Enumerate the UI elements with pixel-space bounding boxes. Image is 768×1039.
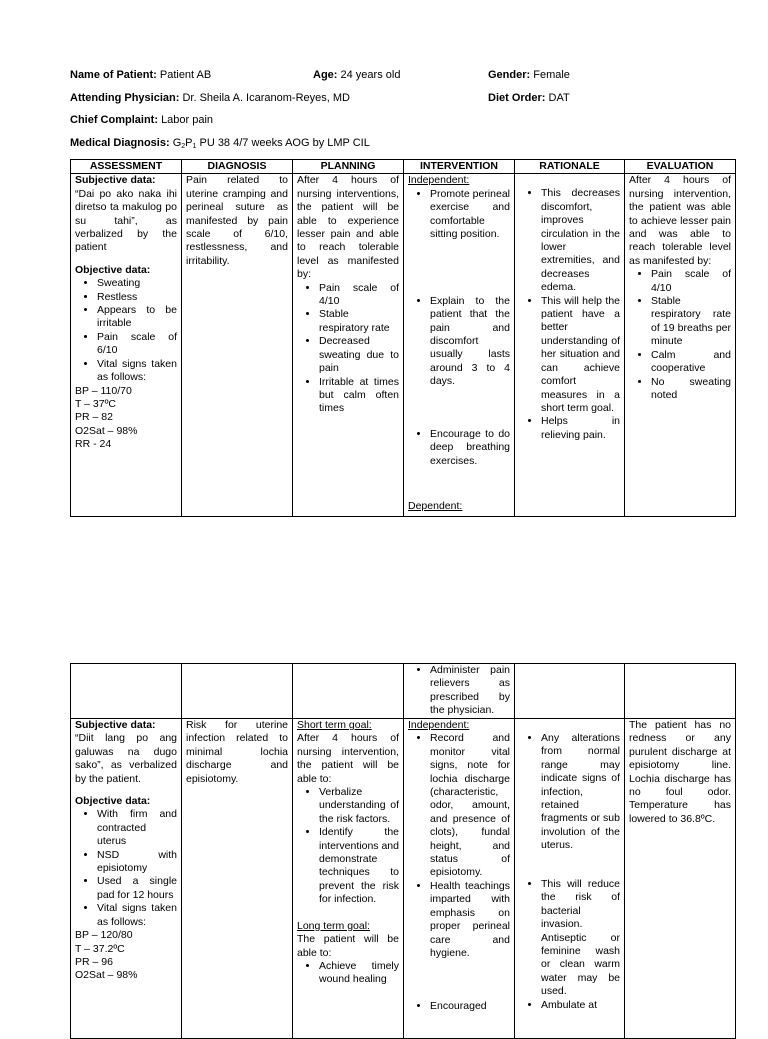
list-item: • Achieve timely wound healing: [319, 960, 399, 987]
planning-cell: Short term goal: After 4 hours of nursing intervention, the patient will be able to: • Verbalize understanding of the risk factors. • Identify the interventions and demonstrate techniques to prevent the risk for infection. Long term goal: The patient will be able to: • Achieve timely wound healing: [293, 719, 404, 1039]
physician-line: Attending Physician: Dr. Sheila A. Icaranom-Reyes, MD: [70, 92, 350, 104]
medical-diagnosis-line: Medical Diagnosis: $G_2P_1$ PU 38 4/7 weeks AOG by LMP CIL: [70, 137, 370, 150]
list-item: • Any alterations from normal range may indicate signs of infection, retained fragments or sub involution of the uterus.: [541, 732, 620, 878]
list-item: • NSD with episiotomy: [97, 849, 177, 876]
intervention-list: [408, 732, 510, 1013]
diet-line: Diet Order: DAT: [488, 92, 570, 104]
assessment-cell: Subjective data: “Dai po ako naka ihi diretso ta makulog po su tahi”, as verbalized by the patient Objective data: • Sweating • Restless • Appears to be irritable • Pain scale of 6/10 • Vital signs taken as follows: BP – 110/70 T – 37ºC PR – 82 O2Sat – 98% RR - 24: [71, 174, 182, 517]
list-item: • Decreased sweating due to pain: [319, 335, 399, 375]
table-row: [71, 174, 736, 517]
vital-o2sat: O2Sat – 98%: [75, 969, 138, 982]
list-item: • This will help the patient have a better understanding of her situation and can achieve comfort measures in a short term goal.: [541, 295, 620, 416]
medical-diagnosis: $G_2P_1$ PU 38 4/7 weeks AOG by LMP CIL: [172, 137, 370, 150]
vital-bp: BP – 120/80: [75, 929, 133, 942]
vital-o2sat: O2Sat – 98%: [75, 424, 138, 437]
list-item: • Stable respiratory rate of 19 breaths per minute: [651, 295, 731, 349]
patient-name: Patient AB: [159, 69, 212, 81]
gender-line: Gender: Female: [488, 69, 570, 81]
list-item: • Irritable at times but calm often times: [319, 376, 399, 416]
list-item: • Restless: [97, 291, 177, 304]
list-item: • Appears to be irritable: [97, 304, 177, 331]
list-item: • Encouraged: [430, 1000, 510, 1013]
rationale-list: [519, 732, 620, 1012]
col-rationale: RATIONALE: [515, 160, 625, 174]
intervention-list: [408, 188, 510, 500]
objective-list: [75, 808, 177, 929]
assessment-cell: Subjective data: “Diit lang po ang galuwas na dugo sako”, as verbalized by the patient. Objective data: • With firm and contracted uterus • NSD with episiotomy • Used a single pad for 12 hours • Vital signs taken as follows: BP – 120/80 T – 37.2ºC PR – 96 O2Sat – 98%: [71, 719, 182, 1039]
list-item: • No sweating noted: [651, 376, 731, 403]
table-row: [71, 664, 736, 719]
continued-intervention-cell: [404, 664, 515, 719]
evaluation-list: [629, 268, 731, 402]
evaluation-cell: After 4 hours of nursing intervention, the patient was able to achieve lesser pain and was able to reach tolerable level as manifested by: • Pain scale of 4/10 • Stable respiratory rate of 19 breaths per minute • Calm and cooperative • No sweating noted: [625, 174, 736, 517]
evaluation-cell: The patient has no redness or any purulent discharge at episiotomy line. Lochia discharge has no foul odor. Temperature has lowered to 36.8ºC.: [625, 719, 736, 1039]
diagnosis-cell: Risk for uterine infection related to minimal lochia discharge and episiotomy.: [182, 719, 293, 1039]
subjective-data: “Diit lang po ang galuwas na dugo sako”, as verbalized by the patient.: [75, 732, 177, 785]
col-intervention: INTERVENTION: [404, 160, 515, 174]
vital-pr: PR – 82: [75, 411, 113, 424]
list-item: • Verbalize understanding of the risk factors.: [319, 786, 399, 826]
short-term-list: [297, 786, 399, 907]
list-item: • Identify the interventions and demonstrate techniques to prevent the risk for infection.: [319, 826, 399, 906]
list-item: • Calm and cooperative: [651, 349, 731, 376]
list-item: • Health teachings imparted with emphasis on proper perineal care and hygiene.: [430, 880, 510, 1000]
list-item: • Vital signs taken as follows:: [97, 902, 177, 929]
vital-bp: BP – 110/70: [75, 384, 132, 397]
patient-name-line: Name of Patient: Patient AB: [70, 69, 212, 81]
objective-list: [75, 277, 177, 384]
diagnosis-cell: Pain related to uterine cramping and perineal suture as manifested by pain scale of 6/10, restlessness, and irritability.: [182, 174, 293, 517]
list-item: • This decreases discomfort, improves circulation in the lower extremities, and decreases edema.: [541, 187, 620, 294]
complaint-line: Chief Complaint: Labor pain: [70, 114, 214, 126]
col-diagnosis: DIAGNOSIS: [182, 160, 293, 174]
diet-order: DAT: [548, 92, 570, 104]
list-item: • Helps in relieving pain.: [541, 415, 620, 442]
patient-gender: Female: [533, 69, 570, 81]
vital-temp: T – 37ºC: [75, 397, 116, 410]
rationale-cell: [515, 719, 625, 1039]
patient-age: 24 years old: [340, 69, 401, 81]
table-header-row: [71, 160, 736, 174]
list-item: • Pain scale of 6/10: [97, 331, 177, 358]
chief-complaint: Labor pain: [161, 114, 214, 126]
vital-rr: RR - 24: [75, 438, 112, 451]
list-item: • Sweating: [97, 277, 177, 290]
rationale-list: [519, 187, 620, 442]
list-item: • Vital signs taken as follows:: [97, 358, 177, 385]
planning-cell: After 4 hours of nursing interventions, the patient will be able to experience lesser pain and able to reach tolerable level as manifested by: • Pain scale of 4/10 • Stable respiratory rate • Decreased sweating due to pain • Irritable at times but calm often times: [293, 174, 404, 517]
list-item: • This will reduce the risk of bacterial invasion. Antiseptic or feminine wash or clean warm water may be used.: [541, 878, 620, 999]
col-evaluation: EVALUATION: [625, 160, 736, 174]
physician-name: Dr. Sheila A. Icaranom-Reyes, MD: [182, 92, 350, 104]
vital-temp: T – 37.2ºC: [75, 942, 125, 955]
care-plan-table-infection: [70, 663, 736, 1039]
list-item: • Pain scale of 4/10: [651, 268, 731, 295]
list-item: • Stable respiratory rate: [319, 308, 399, 335]
list-item: • Pain scale of 4/10: [319, 282, 399, 309]
intervention-cell: Independent: • Record and monitor vital signs, note for lochia discharge (characteristic, odor, amount, and presence of clots), fundal height, and status of episiotomy. • Health teachings imparted with emphasis on proper perineal care and hygiene. • Encouraged: [404, 719, 515, 1039]
list-item: • Encourage to do deep breathing exercises.: [430, 428, 510, 500]
planning-list: [297, 282, 399, 416]
dependent-label: Dependent:: [408, 499, 463, 512]
list-item: • Promote perineal exercise and comfortable sitting position.: [430, 188, 510, 295]
col-planning: PLANNING: [293, 160, 404, 174]
list-item: • Explain to the patient that the pain and discomfort usually lasts around 3 to 4 days.: [430, 295, 510, 428]
intervention-cell: Independent: • Promote perineal exercise and comfortable sitting position. • Explain to the patient that the pain and discomfort usually lasts around 3 to 4 days. • Encourage to do deep breathing exercises. Dependent:: [404, 174, 515, 517]
vital-pr: PR – 96: [75, 955, 113, 968]
subjective-data: “Dai po ako naka ihi diretso ta makulog po su tahi”, as verbalized by the patient: [75, 187, 177, 254]
list-item: • With firm and contracted uterus: [97, 808, 177, 848]
list-item: • Record and monitor vital signs, note for lochia discharge (characteristic, odor, amount, and presence of clots), fundal height, and status of episiotomy.: [430, 732, 510, 879]
long-term-list: [297, 960, 399, 987]
col-assessment: ASSESSMENT: [71, 160, 182, 174]
age-line: Age: 24 years old: [313, 69, 401, 81]
rationale-cell: [515, 174, 625, 517]
list-item: • Used a single pad for 12 hours: [97, 875, 177, 902]
list-item: • Administer pain relievers as prescribed by the physician.: [430, 664, 510, 718]
table-row: [71, 719, 736, 1039]
care-plan-table-pain: [70, 159, 736, 517]
list-item: • Ambulate at: [541, 999, 620, 1012]
